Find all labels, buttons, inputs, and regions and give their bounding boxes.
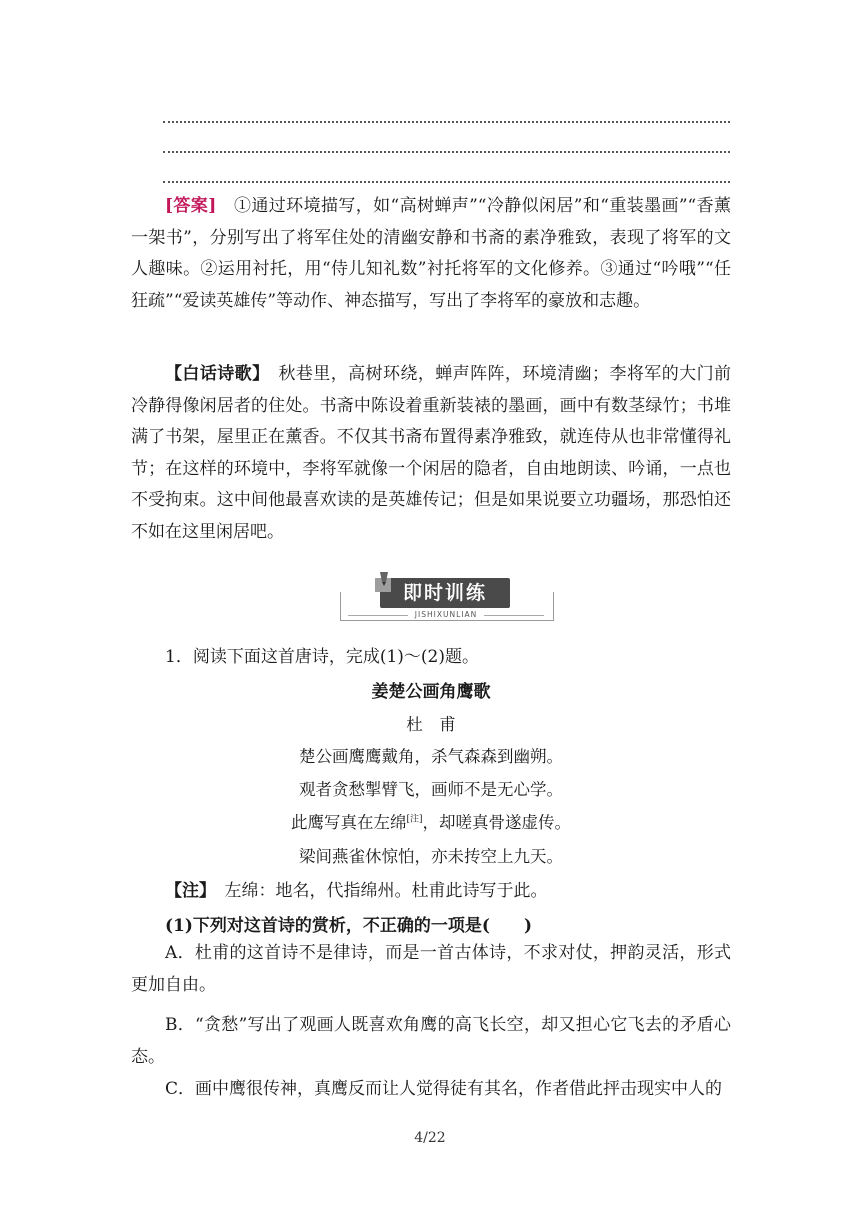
section-banner	[340, 570, 552, 626]
poem-line: 楚公画鹰鹰戴角，杀气森森到幽朔。	[299, 747, 563, 766]
poem-line: 梁间燕雀休惊怕，亦未抟空上九天。	[299, 847, 563, 866]
note-marker: [注]	[406, 814, 423, 825]
answer-paragraph	[131, 191, 731, 317]
poem-title: 姜楚公画角鹰歌	[371, 682, 491, 702]
answer-blank-line	[163, 121, 730, 123]
poem-line: 观者贪愁掣臂飞，画师不是无心学。	[299, 780, 563, 799]
note-text: 左绵：地名，代指绵州。杜甫此诗写于此。	[224, 881, 548, 901]
note-tag: 【注】	[165, 881, 208, 901]
banner-subtitle: JISHIXUNLIAN	[414, 610, 478, 619]
vernacular-text: 秋巷里，高树环绕，蝉声阵阵，环境清幽；李将军的大门前冷静得像闲居者的住处。书斋中陈设着重新装裱的墨画，画中有数茎绿竹；书堆满了书架，屋里正在薰香。不仅其书斋布置得素净雅致，就连侍从也非常懂得礼节；在这样的环境中，李将军就像一个闲居的隐者，自由地朗读、吟诵，一点也不受拘束。这中间他最喜欢读的是英雄传记；但是如果说要立功疆场，那恐怕还不如在这里闲居吧。	[131, 364, 731, 542]
banner-title: 即时训练	[380, 578, 510, 608]
vernacular-paragraph	[131, 359, 731, 548]
answer-text: ①通过环境描写，如“高树蝉声”“冷静似闲居”和“重装墨画”“香薰一架书”，分别写出了将军住处的清幽安静和书斋的素净雅致，表现了将军的文人趣味。②运用衬托，用“侍儿知礼数”衬托将军的文化修养。③通过“吟哦”“任狂疏”“爱读英雄传”等动作、神态描写，写出了李将军的豪放和志趣。	[131, 196, 732, 311]
answer-blank-line	[163, 151, 730, 153]
page-number: 4/22	[414, 1130, 446, 1146]
question-prompt: 1．阅读下面这首唐诗，完成(1)～(2)题。	[165, 647, 479, 667]
sub-question: (1)下列对这首诗的赏析，不正确的一项是( )	[165, 916, 533, 936]
poem-line-part: ，却嗟真骨遂虚传。	[422, 813, 572, 832]
poem-line-part: 此鹰写真在左绵	[290, 813, 407, 832]
answer-blank-line	[163, 181, 730, 183]
option-b: B．“贪愁”写出了观画人既喜欢角鹰的高飞长空，却又担心它飞去的矛盾心态。	[131, 1015, 731, 1067]
option-a: A．杜甫的这首诗不是律诗，而是一首古体诗，不求对仗，押韵灵活，形式更加自由。	[131, 943, 731, 995]
poem-author: 杜 甫	[406, 715, 456, 734]
note	[165, 876, 765, 901]
option-c: C．画中鹰很传神，真鹰反而让人觉得徒有其名，作者借此抨击现实中人的	[165, 1079, 723, 1099]
answer-tag: [答案]	[165, 196, 217, 216]
poem-line	[131, 809, 731, 833]
pencil-icon	[372, 570, 394, 594]
vernacular-tag: 【白话诗歌】	[165, 364, 262, 384]
